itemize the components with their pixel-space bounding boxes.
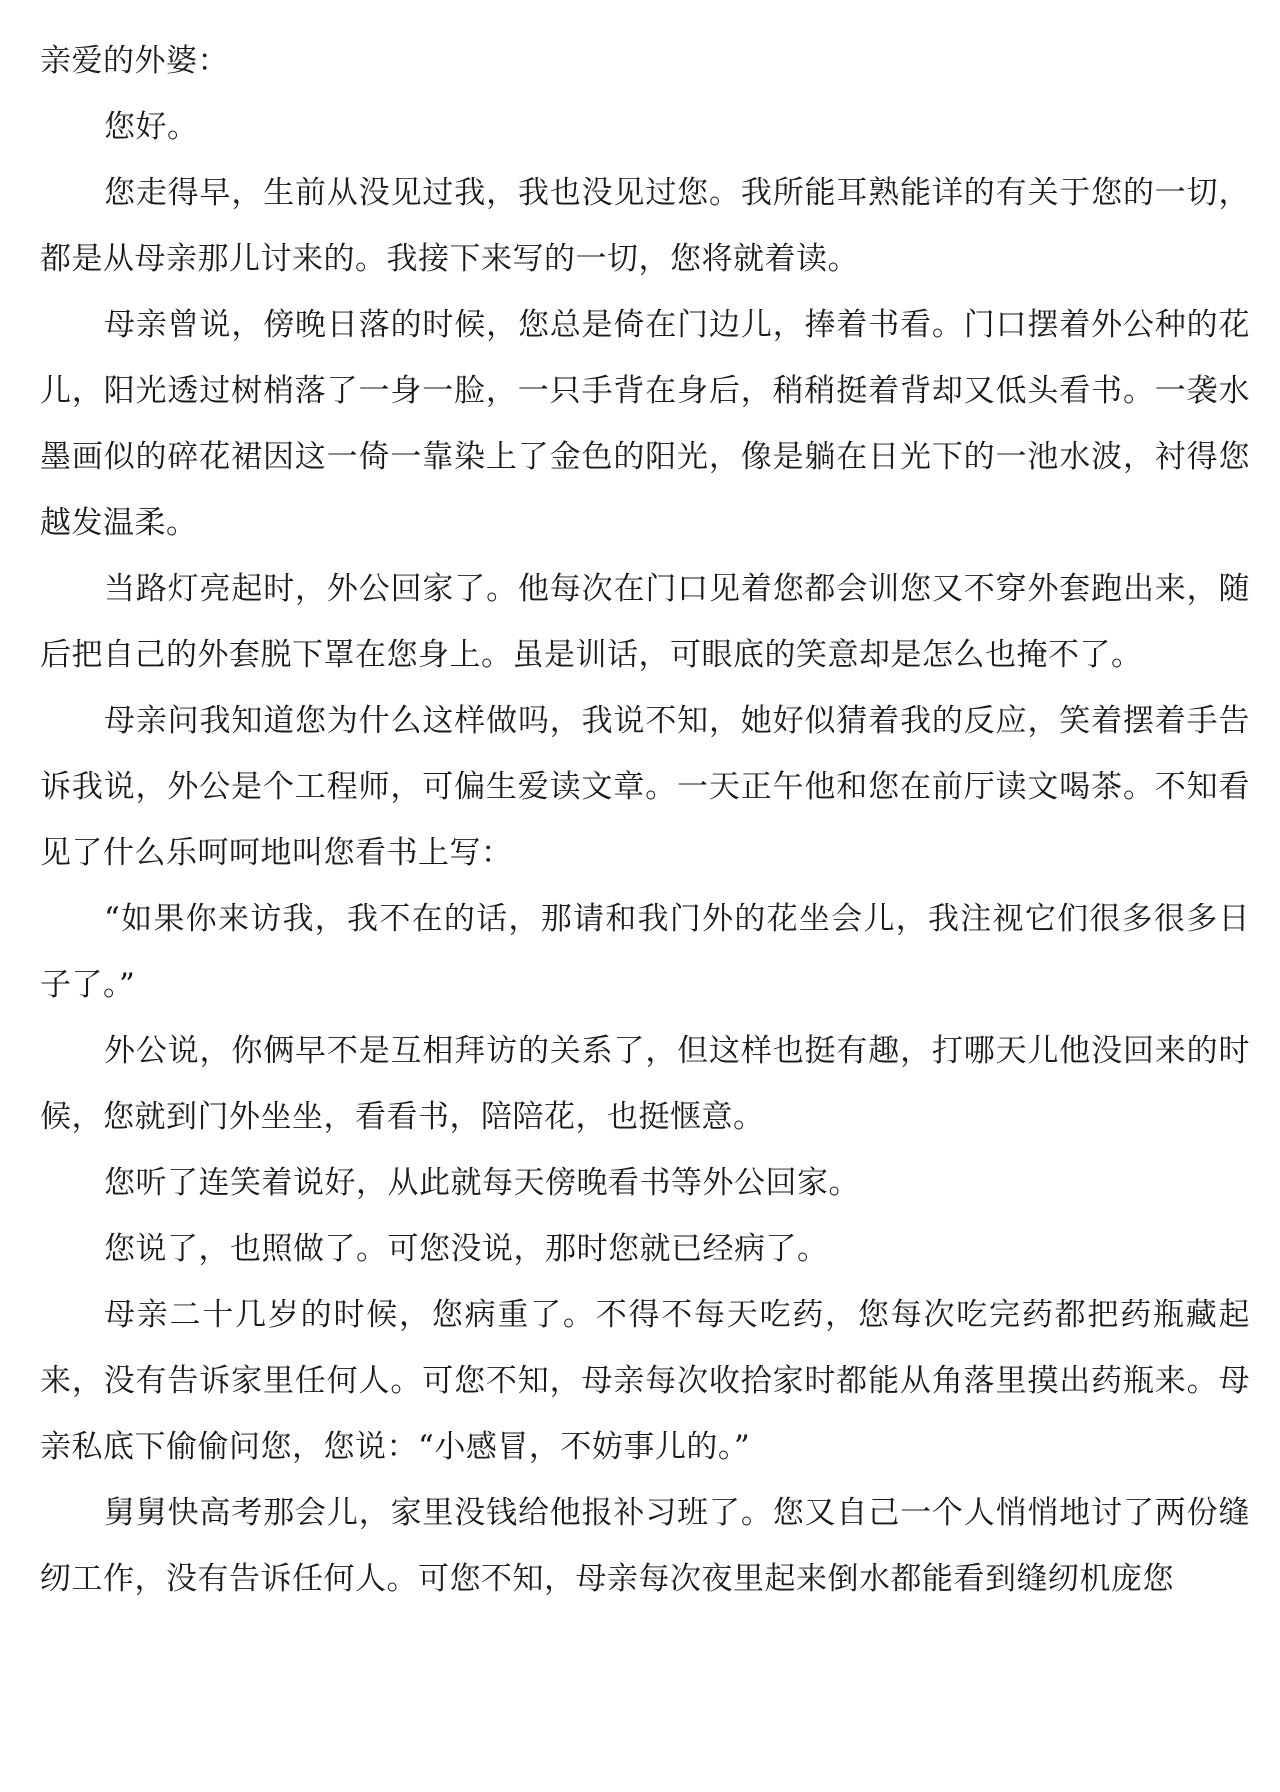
- letter-paragraph: 您走得早，生前从没见过我，我也没见过您。我所能耳熟能详的有关于您的一切，都是从母亲那儿讨来的。我接下来写的一切，您将就着读。: [40, 175, 1250, 277]
- letter-paragraph: 母亲曾说，傍晚日落的时候，您总是倚在门边儿，捧着书看。门口摆着外公种的花儿，阳光透过树梢落了一身一脸，一只手背在身后，稍稍挺着背却又低头看书。一袭水墨画似的碎花裙因这一倚一靠染上了金色的阳光，像是躺在日光下的一池水波，衬得您越发温柔。: [40, 307, 1250, 541]
- letter-paragraph: “如果你来访我，我不在的话，那请和我门外的花坐会儿，我注视它们很多很多日子了。”: [40, 901, 1250, 1003]
- letter-paragraph: 舅舅快高考那会儿，家里没钱给他报补习班了。您又自己一个人悄悄地讨了两份缝纫工作，没有告诉任何人。可您不知，母亲每次夜里起来倒水都能看到缝纫机庞您: [40, 1495, 1250, 1597]
- letter-paragraph: 您听了连笑着说好，从此就每天傍晚看书等外公回家。: [104, 1165, 860, 1201]
- letter-page: [40, 28, 1250, 1612]
- letter-paragraph: 母亲问我知道您为什么这样做吗，我说不知，她好似猜着我的反应，笑着摆着手告诉我说，外公是个工程师，可偏生爱读文章。一天正午他和您在前厅读文喝茶。不知看见了什么乐呵呵地叫您看书上写：: [40, 703, 1250, 871]
- letter-paragraph: 您好。: [104, 109, 199, 145]
- letter-paragraph: 您说了，也照做了。可您没说，那时您就已经病了。: [104, 1231, 829, 1267]
- letter-salutation: 亲爱的外婆：: [40, 43, 229, 79]
- letter-paragraph: 当路灯亮起时，外公回家了。他每次在门口见着您都会训您又不穿外套跑出来，随后把自己的外套脱下罩在您身上。虽是训话，可眼底的笑意却是怎么也掩不了。: [40, 571, 1250, 673]
- letter-paragraph: 母亲二十几岁的时候，您病重了。不得不每天吃药，您每次吃完药都把药瓶藏起来，没有告诉家里任何人。可您不知，母亲每次收拾家时都能从角落里摸出药瓶来。母亲私底下偷偷问您，您说：“小感冒，不妨事儿的。”: [40, 1297, 1250, 1465]
- letter-paragraph: 外公说，你俩早不是互相拜访的关系了，但这样也挺有趣，打哪天儿他没回来的时候，您就到门外坐坐，看看书，陪陪花，也挺惬意。: [40, 1033, 1250, 1135]
